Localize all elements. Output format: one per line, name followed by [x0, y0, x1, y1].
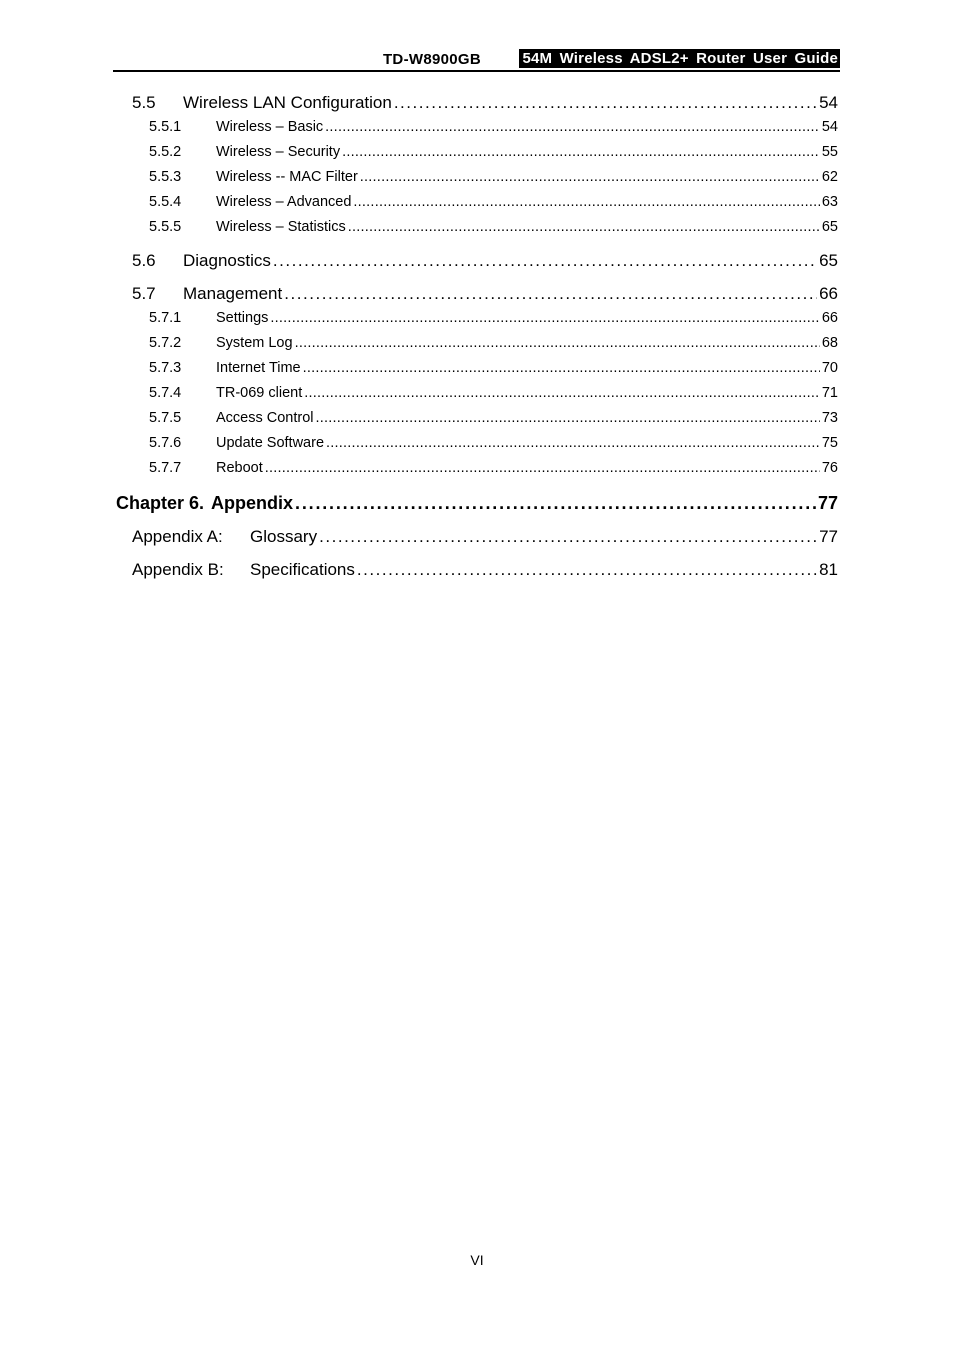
toc-entry-5-7-3[interactable]: [149, 360, 838, 380]
toc-leader: [325, 119, 820, 135]
toc-number: 5.5.1: [149, 119, 182, 135]
toc-leader: [273, 251, 817, 271]
toc-page: 54: [821, 119, 838, 135]
toc-entry-appendix-a[interactable]: [132, 527, 838, 549]
toc-page: 66: [819, 284, 838, 303]
toc-title: Access Control: [216, 410, 314, 426]
toc-entry-5-5-3[interactable]: [149, 169, 838, 189]
toc-page: 71: [821, 385, 838, 401]
toc-number: 5.5: [132, 93, 156, 112]
toc-entry-5-7-6[interactable]: [149, 435, 838, 455]
toc-number: 5.7.1: [149, 310, 182, 326]
toc-number: Appendix B:: [132, 560, 224, 579]
header-model: TD-W8900GB: [382, 51, 481, 68]
toc-title: Appendix: [211, 493, 294, 513]
toc-page: 73: [821, 410, 838, 426]
header-guide-title: 54M Wireless ADSL2+ Router User Guide: [519, 49, 840, 68]
toc-entry-appendix-b[interactable]: [132, 560, 838, 582]
toc-number: 5.5.5: [149, 219, 182, 235]
toc-entry-5-5-1[interactable]: [149, 119, 838, 139]
toc-entry-5-7-2[interactable]: [149, 335, 838, 355]
toc-leader: [270, 310, 819, 326]
toc-number: 5.7.7: [149, 460, 182, 476]
toc-entry-5-5[interactable]: [132, 93, 838, 115]
toc-leader: [326, 435, 820, 451]
toc-title: System Log: [216, 335, 293, 351]
toc-title: Wireless -- MAC Filter: [216, 169, 358, 185]
toc-leader: [303, 360, 820, 376]
toc-entry-5-5-4[interactable]: [149, 194, 838, 214]
toc-title: Management: [183, 284, 283, 303]
toc-page: 77: [817, 493, 838, 513]
toc-leader: [295, 335, 820, 351]
page-number: VI: [470, 1252, 484, 1268]
toc-title: Wireless LAN Configuration: [183, 93, 392, 112]
toc-entry-5-7-5[interactable]: [149, 410, 838, 430]
toc-page: 62: [821, 169, 838, 185]
toc-number: 5.7.6: [149, 435, 182, 451]
toc-entry-5-6[interactable]: [132, 251, 838, 273]
toc-title: TR-069 client: [216, 385, 303, 401]
toc-number: 5.7: [132, 284, 156, 303]
toc-page: 81: [819, 560, 838, 579]
toc-leader: [357, 560, 817, 580]
toc-page: 70: [821, 360, 838, 376]
toc-number: 5.5.2: [149, 144, 182, 160]
toc-number: Chapter 6.: [116, 493, 205, 513]
toc-page: 77: [819, 527, 838, 546]
toc-leader: [360, 169, 820, 185]
toc-number: 5.7.4: [149, 385, 182, 401]
toc-entry-5-7-4[interactable]: [149, 385, 838, 405]
toc-title: Diagnostics: [183, 251, 271, 270]
toc-number: 5.7.5: [149, 410, 182, 426]
page-header: [113, 48, 840, 72]
toc-number: 5.5.4: [149, 194, 182, 210]
toc-page: 75: [821, 435, 838, 451]
toc-entry-chapter-6[interactable]: [116, 493, 838, 517]
toc-leader: [284, 284, 817, 304]
toc-page: 65: [819, 251, 838, 270]
toc-number: 5.5.3: [149, 169, 182, 185]
toc-entry-5-5-5[interactable]: [149, 219, 838, 239]
toc-page: 76: [821, 460, 838, 476]
toc-leader: [265, 460, 820, 476]
toc-leader: [319, 527, 817, 547]
toc-leader: [316, 410, 820, 426]
toc-page: 66: [821, 310, 838, 326]
toc-page: 55: [821, 144, 838, 160]
toc-page: 68: [821, 335, 838, 351]
toc-title: Specifications: [250, 560, 355, 579]
toc-number: 5.7.2: [149, 335, 182, 351]
toc-title: Wireless – Basic: [216, 119, 324, 135]
toc-title: Wireless – Advanced: [216, 194, 352, 210]
toc-leader: [353, 194, 819, 210]
toc-title: Reboot: [216, 460, 263, 476]
toc-page: 65: [821, 219, 838, 235]
toc-entry-5-5-2[interactable]: [149, 144, 838, 164]
toc-leader: [304, 385, 820, 401]
toc-entry-5-7-7[interactable]: [149, 460, 838, 480]
toc-number: Appendix A:: [132, 527, 223, 546]
toc-title: Glossary: [250, 527, 318, 546]
toc-leader: [342, 144, 820, 160]
toc-page: 54: [819, 93, 838, 112]
toc-entry-5-7[interactable]: [132, 284, 838, 306]
toc-leader: [394, 93, 817, 113]
toc-title: Update Software: [216, 435, 325, 451]
toc-leader: [295, 493, 816, 514]
toc-number: 5.7.3: [149, 360, 182, 376]
toc-leader: [348, 219, 820, 235]
toc-number: 5.6: [132, 251, 156, 270]
toc-page: 63: [821, 194, 838, 210]
toc-title: Wireless – Statistics: [216, 219, 346, 235]
toc-title: Wireless – Security: [216, 144, 341, 160]
toc-entry-5-7-1[interactable]: [149, 310, 838, 330]
toc-title: Settings: [216, 310, 269, 326]
toc-title: Internet Time: [216, 360, 301, 376]
